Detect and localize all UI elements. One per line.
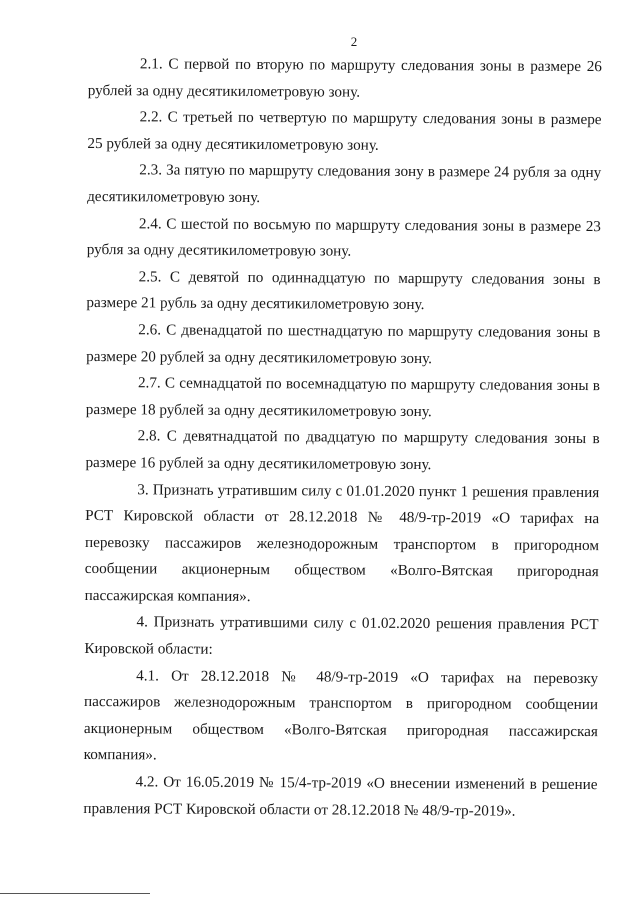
clause-2-1: 2.1. С первой по вторую по маршруту следования зоны в размере 26 рублей за одну десятикилометровую зону.	[87, 55, 602, 101]
footer-divider	[0, 893, 150, 894]
clause-2-3: 2.3. За пятую по маршруту следования зону в размере 24 рубля за одну десятикилометровую зону.	[87, 161, 602, 207]
clause-2-6: 2.6. С двенадцатой по шестнадцатую по маршруту следования зоны в размере 20 рублей за одну десятикилометровую зону.	[86, 321, 601, 367]
clause-2-7: 2.7. С семнадцатой по восемнадцатую по маршруту следования зоны в размере 18 рублей за одну десятикилометровую зону.	[85, 374, 601, 420]
clause-4-1: 4.1. От 28.12.2018 № 48/9-тр-2019 «О тарифах на перевозку пассажиров железнодорожным транспортом в пригородном сообщении акционерным обществом «Волго-Вятская пригородная пассажирская компания».	[83, 666, 599, 764]
document-body	[83, 51, 602, 825]
clause-2-4: 2.4. С шестой по восьмую по маршруту следования зоны в размере 23 рубля за одну десятикилометровую зону.	[86, 214, 601, 260]
clause-4: 4. Признать утратившими силу с 01.02.2020 решения правления РСТ Кировской области:	[84, 613, 599, 658]
clause-2-5: 2.5. С девятой по одиннадцатую по маршруту следования зоны в размере 21 рубль за одну десятикилометровую зону.	[86, 268, 601, 314]
clause-2-8: 2.8. С девятнадцатой по двадцатую по маршруту следования зоны в размере 16 рублей за одну десятикилометровую зону.	[85, 427, 600, 474]
clause-3: 3. Признать утратившим силу с 01.01.2020 пункт 1 решения правления РСТ Кировской области от 28.12.2018 № 48/9-тр-2019 «О тарифах на перевозку пассажиров железнодорожным транспортом в пригородном сообщении акционерным обществом «Волго-Вятская пригородная пассажирская компания».	[84, 480, 600, 605]
clause-4-2: 4.2. От 16.05.2019 № 15/4-тр-2019 «О внесении изменений в решение правления РСТ Кировской области от 28.12.2018 № 48/9-тр-2019».	[83, 773, 598, 820]
page-number: 2	[350, 34, 358, 49]
clause-2-2: 2.2. С третьей по четвертую по маршруту следования зоны в размере 25 рублей за одну десятикилометровую зону.	[87, 108, 602, 154]
